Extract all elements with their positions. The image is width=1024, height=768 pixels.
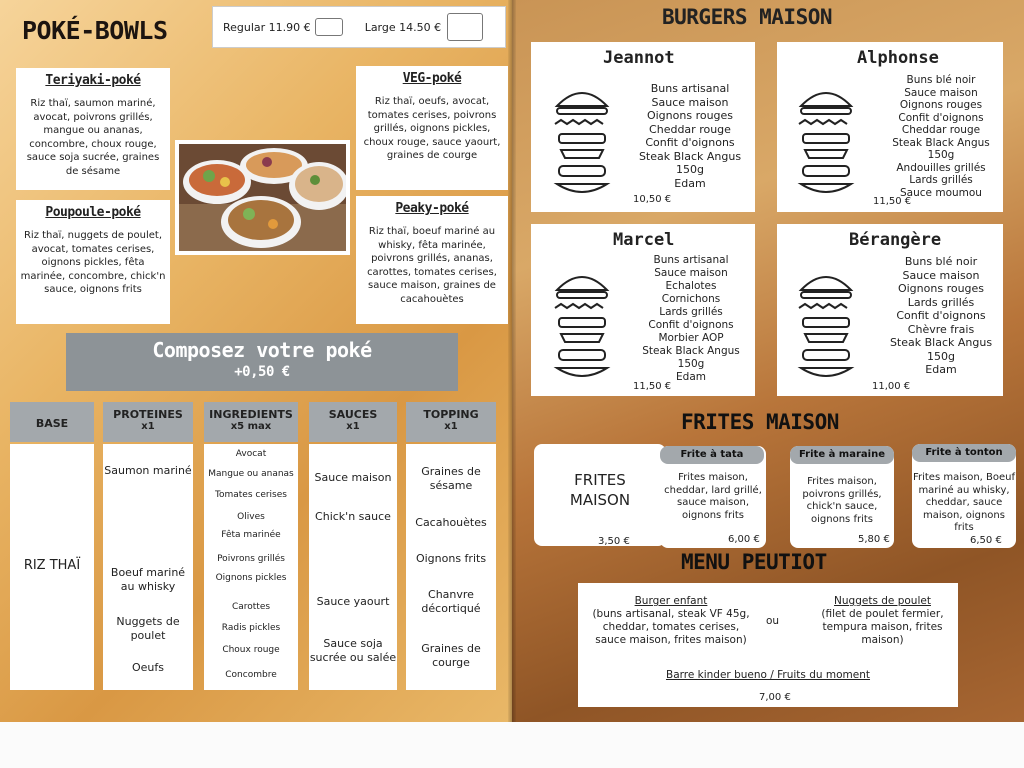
frites-title: FRITES MAISON	[681, 410, 839, 434]
burger-ingredient: 150g	[927, 149, 955, 161]
burger-ingredient: Chèvre frais	[907, 322, 975, 336]
poke-card-teriyaki	[16, 68, 170, 190]
burger-drawing-icon	[553, 268, 611, 383]
menu-right-title: Nuggets de poulet	[834, 595, 931, 607]
menu-price: 7,00 €	[759, 692, 791, 703]
column-head-sub: x1	[141, 421, 155, 432]
burger-ingredient: Lards grillés	[907, 295, 975, 309]
burger-ingredient: Buns blé noir	[904, 255, 978, 268]
frite-desc: Frites maison, poivrons grillés, chick'n sauce, oignons frits	[802, 476, 882, 525]
column-head-label: SAUCES	[328, 408, 378, 421]
compose-title: Composez votre poké	[152, 338, 372, 362]
burger-name: Marcel	[613, 230, 675, 250]
burger-ingredient: Echalotes	[665, 280, 717, 292]
frite-desc: Frites maison, Boeuf mariné au whisky, cheddar, sauce maison, oignons frits	[912, 472, 1016, 533]
column-item: Avocat	[235, 449, 267, 459]
poke-card-name: Teriyaki-poké	[45, 73, 141, 88]
frites-plain-card	[534, 444, 666, 546]
poke-card-veg	[356, 66, 508, 190]
column-head-sauces	[309, 402, 397, 442]
burger-ingredient: Morbier AOP	[658, 332, 724, 344]
poke-card-poupoule	[16, 200, 170, 324]
column-item: Saumon mariné	[104, 464, 192, 477]
column-head-proteines	[103, 402, 193, 442]
frites-plain-price: 3,50 €	[598, 536, 630, 547]
menu-left-title: Burger enfant	[634, 595, 708, 607]
large-bowl-icon	[447, 13, 483, 41]
column-item: Carottes	[231, 602, 271, 612]
burger-ingredients	[883, 74, 999, 199]
poke-card-name: Poupoule-poké	[45, 205, 141, 220]
burger-ingredient: Steak Black Angus	[889, 336, 993, 349]
column-item: Graines de courge	[421, 642, 481, 669]
burger-card-berangere	[777, 224, 1003, 396]
frite-card-tata	[660, 446, 766, 548]
burger-card-marcel	[531, 224, 755, 396]
menu-left-desc: (buns artisanal, steak VF 45g, cheddar, tomates cerises, sauce maison, frites maison)	[592, 608, 750, 646]
burger-ingredient: 150g	[927, 349, 955, 363]
frite-card-maraine	[790, 446, 894, 548]
burger-name: Jeannot	[603, 48, 675, 68]
column-item: Olives	[237, 512, 265, 522]
burger-ingredient: Sauce maison	[902, 268, 980, 282]
burger-ingredient: Buns blé noir	[906, 74, 976, 86]
menu-or: ou	[766, 615, 780, 627]
burger-ingredient: Cheddar rouge	[649, 122, 731, 136]
column-head-label: INGREDIENTS	[209, 408, 293, 421]
regular-bowl-icon	[315, 18, 343, 36]
burger-ingredient: Edam	[925, 363, 957, 376]
poke-card-desc: Riz thaï, saumon mariné, avocat, poivrons grillés, mangue ou ananas, concombre, choux rouge, sauce soja sucrée, graines de sésame	[26, 98, 160, 177]
menu-right	[810, 595, 955, 647]
burger-ingredient: 150g	[677, 358, 705, 370]
column-item: Oignons frits	[415, 552, 487, 565]
burger-ingredient: Cheddar rouge	[901, 124, 981, 136]
column-head-sub: x5 max	[230, 421, 272, 432]
burger-ingredient: Cornichons	[661, 293, 721, 305]
burger-ingredient: Oignons rouges	[646, 109, 734, 122]
frites-plain-name: FRITES MAISON	[569, 471, 631, 509]
poke-card-desc: Riz thaï, nuggets de poulet, avocat, tomates cerises, oignons pickles, fêta marinée, concombre, chick'n sauce, oignons frits	[20, 230, 166, 295]
burger-ingredients	[631, 254, 751, 384]
burger-ingredient: Andouilles grillés	[896, 161, 986, 174]
column-head-label: TOPPING	[423, 408, 479, 421]
burger-ingredient: Lards grillés	[659, 306, 723, 318]
burger-drawing-icon	[553, 84, 611, 199]
burger-price: 11,00 €	[872, 381, 911, 392]
column-body-sauces	[309, 444, 397, 690]
burger-ingredient: Oignons rouges	[899, 99, 983, 111]
burgers-title: BURGERS MAISON	[662, 5, 833, 29]
column-head-ingredients	[204, 402, 298, 442]
frite-name: Frite à tata	[660, 446, 764, 464]
burger-ingredient: Edam	[676, 371, 706, 383]
column-item: Fêta marinée	[221, 530, 281, 540]
size-price-box	[212, 6, 506, 48]
poke-bowls-photo	[175, 140, 350, 255]
page-fold	[508, 0, 516, 722]
poke-card-desc: Riz thaï, oeufs, avocat, tomates cerises, poivrons grillés, oignons pickles, choux rouge, sauce yaourt, graines de courge	[363, 96, 501, 161]
frite-card-tonton	[912, 444, 1016, 548]
burger-ingredient: Lards grillés	[909, 174, 973, 186]
column-item: Cacahouètes	[415, 516, 487, 529]
frite-price: 5,80 €	[858, 534, 890, 545]
burger-ingredients	[635, 82, 745, 190]
column-head-sub: x1	[346, 421, 360, 432]
burger-ingredient: Edam	[674, 176, 706, 190]
burger-ingredient: Confit d'oignons	[898, 111, 984, 124]
column-item: Oeufs	[131, 661, 164, 674]
burger-ingredient: 150g	[676, 163, 704, 176]
column-item: Poivrons grillés	[217, 554, 285, 564]
column-head-topping	[406, 402, 496, 442]
burger-price: 11,50 €	[633, 381, 672, 392]
menu-title: MENU PEUTIOT	[681, 550, 827, 574]
column-item: Chick'n sauce	[315, 510, 391, 523]
column-body-base	[10, 444, 94, 690]
frite-price: 6,50 €	[970, 535, 1002, 546]
column-head-base	[10, 402, 94, 442]
burger-ingredient: Confit d'oignons	[648, 319, 734, 331]
column-body-ingredients	[204, 444, 298, 690]
menu-dessert: Barre kinder bueno / Fruits du moment	[665, 669, 871, 681]
column-item: Sauce yaourt	[316, 595, 390, 608]
column-item: Chanvre décortiqué	[421, 588, 481, 615]
poke-card-desc: Riz thaï, boeuf mariné au whisky, fêta marinée, poivrons grillés, ananas, carottes, tomates cerises, sauce maison, graines de cacahouètes	[367, 226, 497, 305]
column-head-label: PROTEINES	[113, 408, 183, 421]
frite-name: Frite à maraine	[790, 446, 894, 464]
column-item: RIZ THAÏ	[23, 558, 81, 573]
compose-price: +0,50 €	[234, 364, 290, 380]
menu-left	[592, 595, 750, 647]
poke-bowls-image	[179, 144, 346, 251]
burger-ingredient: Steak Black Angus	[638, 149, 742, 163]
large-price: Large 14.50 €	[364, 20, 442, 34]
burger-ingredients	[881, 255, 1001, 377]
poke-card-peaky	[356, 196, 508, 324]
column-item: Choux rouge	[222, 645, 280, 655]
column-item: Mangue ou ananas	[208, 469, 294, 479]
burger-ingredient: Steak Black Angus	[892, 136, 990, 149]
burger-drawing-icon	[797, 84, 855, 199]
burger-ingredient: Sauce maison	[904, 86, 978, 99]
column-item: Nuggets de poulet	[116, 615, 180, 642]
scan-margin	[0, 722, 1024, 768]
burger-ingredient: Oignons rouges	[897, 282, 985, 295]
burger-ingredient: Confit d'oignons	[896, 309, 986, 322]
menu-peutiot-box	[578, 583, 958, 707]
frite-price: 6,00 €	[728, 534, 760, 545]
column-item: Radis pickles	[221, 623, 281, 633]
column-item: Oignons pickles	[215, 573, 287, 583]
column-body-proteines	[103, 444, 193, 690]
column-item: Boeuf mariné au whisky	[110, 566, 186, 593]
burger-ingredient: Buns artisanal	[653, 254, 729, 266]
burger-name: Bérangère	[849, 230, 942, 250]
burger-name: Alphonse	[857, 48, 939, 68]
poke-title: POKÉ-BOWLS	[22, 16, 168, 45]
compose-banner	[66, 333, 458, 391]
column-body-topping	[406, 444, 496, 690]
menu-right-desc: (filet de poulet fermier, tempura maison, frites maison)	[821, 608, 944, 646]
column-head-sub: x1	[444, 421, 458, 432]
frite-desc: Frites maison, cheddar, lard grillé, sauce maison, oignons frits	[664, 472, 762, 521]
burger-ingredient: Steak Black Angus	[642, 345, 740, 357]
burger-ingredient: Sauce moumou	[900, 186, 982, 199]
column-item: Sauce soja sucrée ou salée	[309, 637, 397, 664]
burger-ingredient: Sauce maison	[654, 267, 728, 279]
burger-price: 10,50 €	[633, 194, 672, 205]
burger-drawing-icon	[797, 268, 855, 383]
burger-card-alphonse	[777, 42, 1003, 212]
poke-card-name: Peaky-poké	[395, 201, 469, 216]
burger-card-jeannot	[531, 42, 755, 212]
burger-price: 11,50 €	[873, 196, 912, 207]
column-item: Sauce maison	[314, 471, 392, 484]
burger-ingredient: Confit d'oignons	[645, 136, 735, 149]
poke-card-name: VEG-poké	[402, 71, 462, 86]
regular-price: Regular 11.90 €	[223, 20, 311, 34]
left-page	[0, 0, 512, 722]
column-item: Graines de sésame	[421, 465, 481, 492]
column-item: Tomates cerises	[215, 490, 287, 500]
column-head-label: BASE	[35, 417, 69, 430]
frite-name: Frite à tonton	[912, 444, 1016, 462]
burger-ingredient: Sauce maison	[651, 95, 729, 109]
burger-ingredient: Buns artisanal	[650, 82, 730, 95]
column-item: Concombre	[225, 670, 277, 680]
